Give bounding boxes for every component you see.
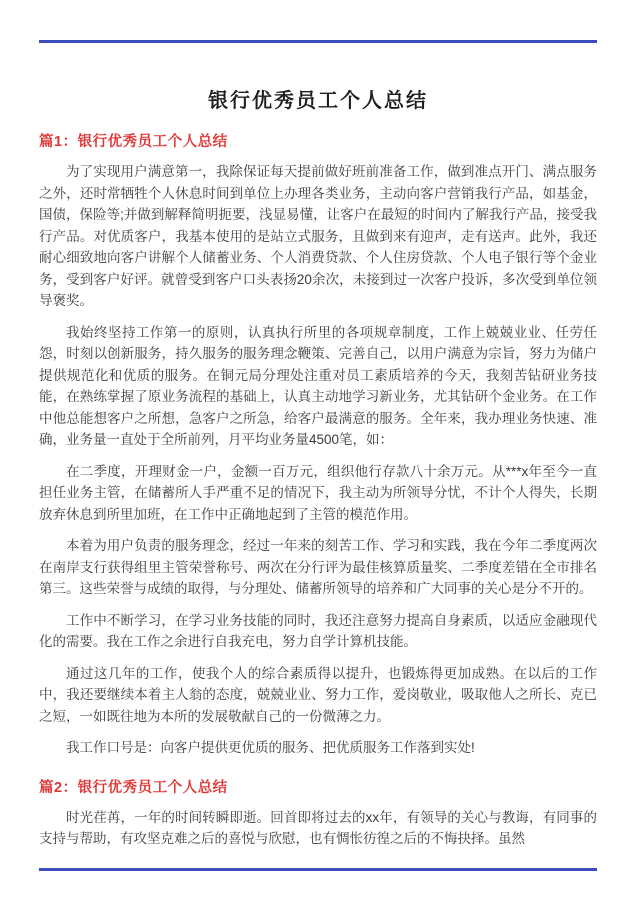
top-divider <box>39 40 597 43</box>
section-1-paragraph-2: 我始终坚持工作第一的原则，认真执行所里的各项规章制度，工作上兢兢业业、任劳任怨，时刻以创新服务，持久服务的服务理念鞭策、完善自己，以用户满意为宗旨，努力为储户提供规范化和优质的服务。在铜元局分理处注重对员工素质培养的今天，我刻苦钻研业务技能，在熟练掌握了原业务流程的基础上，认真主动地学习新业务，尤其钻研个金业务。在工作中他总能想客户之所想，急客户之所急，给客户最满意的服务。全年来，我办理业务快速、准确，业务量一直处于全所前列，月平均业务量4500笔，如： <box>39 324 597 447</box>
section-1-paragraph-6: 通过这几年的工作，使我个人的综合素质得以提升，也锻炼得更加成熟。在以后的工作中，我还要继续本着主人翁的态度，兢兢业业、努力工作，爱岗敬业，吸取他人之所长、克已之短，一如既往地为本所的发展敬献自己的一份微薄之力。 <box>39 665 597 724</box>
section-1-paragraph-4: 本着为用户负责的服务理念，经过一年来的刻苦工作、学习和实践，我在今年二季度两次在南岸支行获得组里主管荣誉称号、两次在分行评为最佳核算质量奖、二季度差错在全市排名第三。这些荣誉与成绩的取得，与分理处、储蓄所领导的培养和广大同事的关心是分不开的。 <box>39 538 597 596</box>
bottom-divider <box>39 868 597 871</box>
document-title: 银行优秀员工个人总结 <box>208 90 428 112</box>
section-2-heading: 篇2：银行优秀员工个人总结 <box>39 779 228 796</box>
section-1-paragraph-1: 为了实现用户满意第一，我除保证每天提前做好班前准备工作，做到准点开门、满点服务之外，还时常牺牲个人休息时间到单位上办理各类业务，主动向客户营销我行产品，如基金，国债，保险等;并做到解释简明扼要，浅显易懂，让客户在最短的时间内了解我行产品，接受我行产品。对优质客户，我基本使用的是站立式服务，且做到来有迎声，走有送声。此外，我还耐心细致地向客户讲解个人储蓄业务、个人消费贷款、个人住房贷款、个人电子银行等个金业务，受到客户好评。就曾受到客户口头表扬20余次，未接到过一次客户投诉，多次受到单位领导褒奖。 <box>39 164 597 308</box>
section-2-paragraph-1: 时光荏苒，一年的时间转瞬即逝。回首即将过去的xx年，有领导的关心与教诲，有同事的支持与帮助，有攻坚克难之后的喜悦与欣慰，也有惆怅彷徨之后的不悔抉择。虽然 <box>39 809 597 846</box>
section-1-paragraph-3: 在二季度，开理财金一户，金额一百万元，组织他行存款八十余万元。从***x年至今一直担任业务主管，在储蓄所人手严重不足的情况下，我主动为所领导分忧，不计个人得失，长期放弃休息到所里加班，在工作中正确地起到了主管的模范作用。 <box>39 463 597 522</box>
document-content <box>39 74 597 866</box>
section-1-paragraph-5: 工作中不断学习，在学习业务技能的同时，我还注意努力提高自身素质，以适应金融现代化的需要。我在工作之余进行自我充电，努力自学计算机技能。 <box>39 612 597 649</box>
section-1-heading: 篇1：银行优秀员工个人总结 <box>39 134 228 150</box>
section-1-paragraph-7: 我工作口号是：向客户提供更优质的服务、把优质服务工作落到实处! <box>66 740 475 755</box>
